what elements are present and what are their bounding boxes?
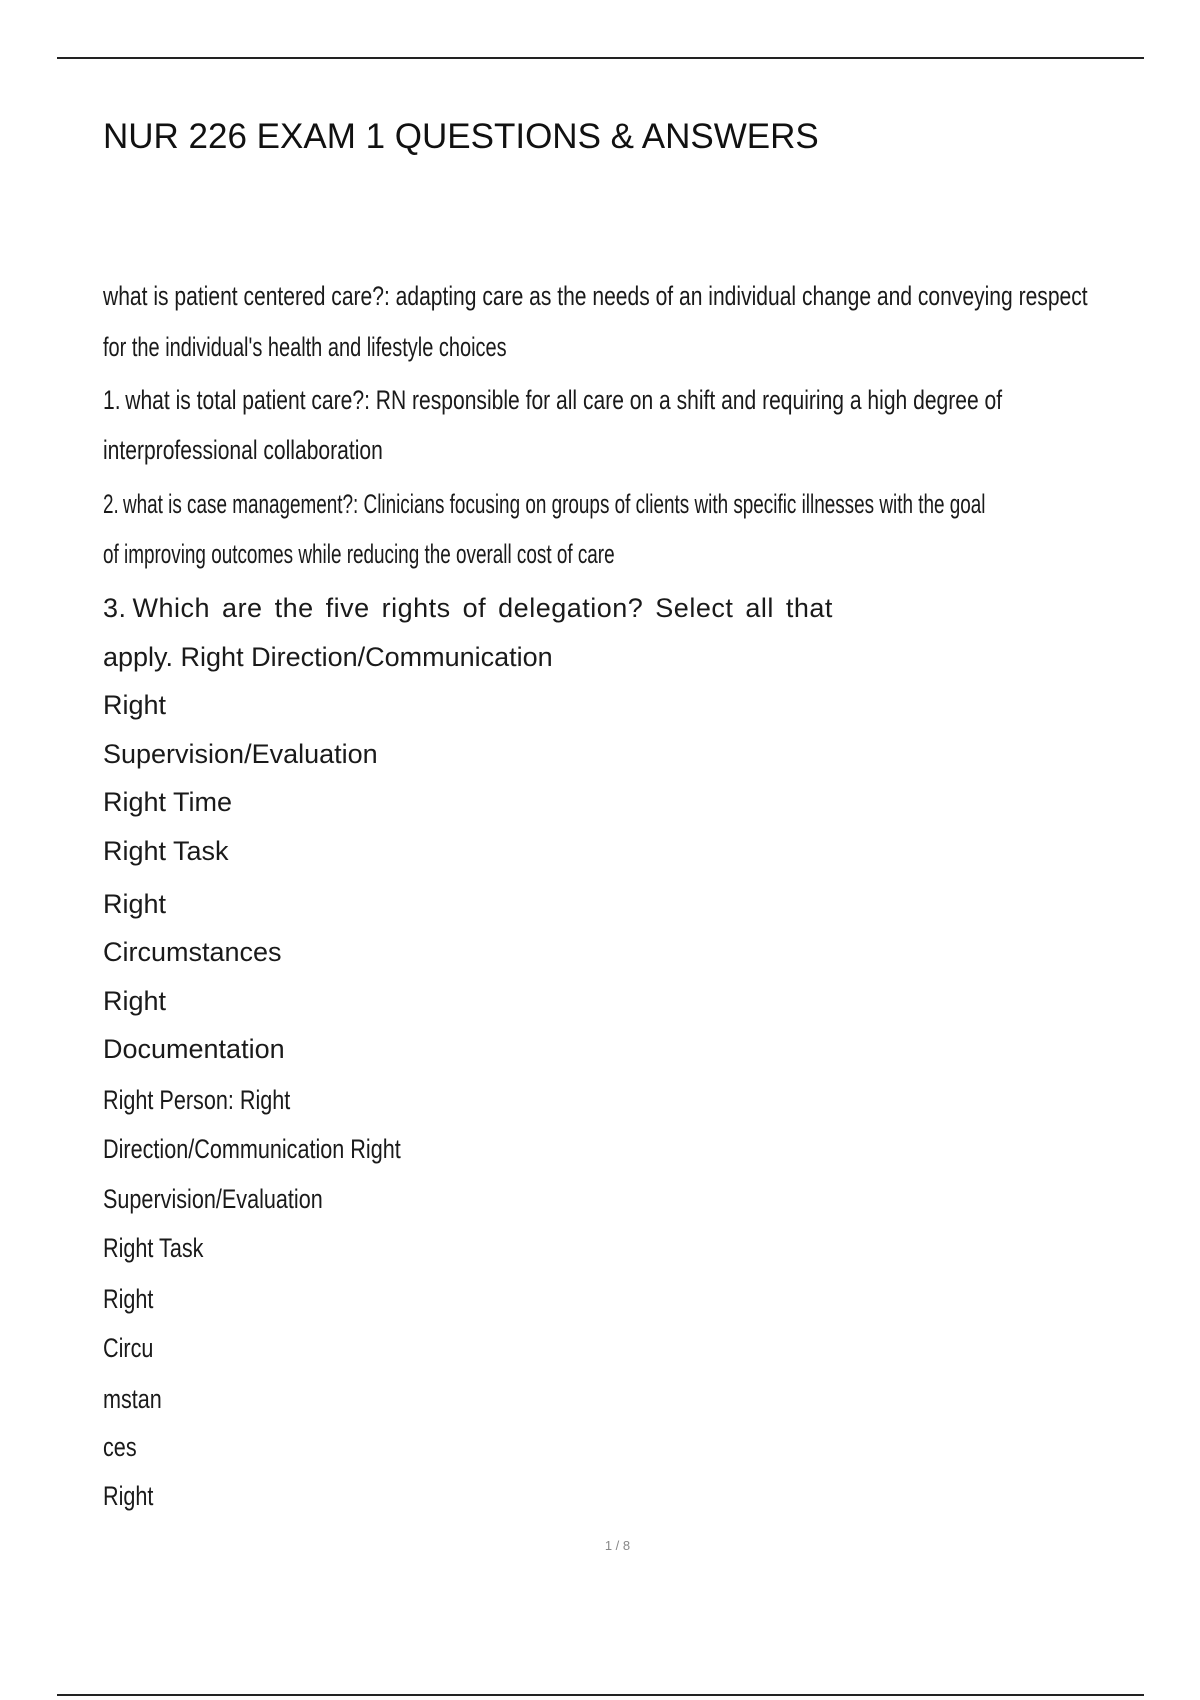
- answer-line: Right Person: Right: [103, 1085, 291, 1115]
- answer-line: Right: [103, 1481, 154, 1511]
- option-line: Right: [103, 889, 167, 919]
- page-indicator: 1 / 8: [604, 1538, 631, 1553]
- question-1-number: 1.: [103, 385, 121, 415]
- question-2-text: what is case management?: Clinicians focusing on groups of clients with specific illnesses with the goal: [122, 489, 986, 519]
- answer-line: Right: [103, 1284, 154, 1314]
- answer-line: Circu: [103, 1333, 154, 1363]
- option-line: Right: [103, 690, 167, 720]
- option-line: Supervision/Evaluation: [103, 739, 378, 769]
- option-line: Right Time: [103, 787, 233, 817]
- question-1-line-2: interprofessional collaboration: [103, 435, 383, 465]
- answer-line: ces: [103, 1432, 137, 1462]
- question-3-line-1: [103, 593, 833, 624]
- qa-intro-line-1: what is patient centered care?: adapting care as the needs of an individual change and conveying respect: [103, 281, 1088, 311]
- document-title: NUR 226 EXAM 1 QUESTIONS & ANSWERS: [103, 117, 819, 156]
- question-1-text: what is total patient care?: RN responsible for all care on a shift and requiring a high degree of: [125, 385, 1003, 415]
- option-line: Right: [103, 986, 167, 1016]
- question-2-line-1: [103, 489, 985, 520]
- answer-line: Direction/Communication Right: [103, 1134, 401, 1164]
- question-1-line-1: [103, 385, 1002, 416]
- answer-line: Right Task: [103, 1233, 204, 1263]
- option-line: Circumstances: [103, 937, 282, 967]
- question-3-line-2: apply. Right Direction/Communication: [103, 642, 553, 672]
- question-2-line-2: of improving outcomes while reducing the overall cost of care: [103, 539, 615, 569]
- question-2-number: 2.: [103, 489, 119, 519]
- answer-line: mstan: [103, 1384, 162, 1414]
- question-3-number: 3.: [103, 593, 127, 623]
- bottom-rule: [57, 1694, 1144, 1696]
- qa-intro-line-2: for the individual's health and lifestyle choices: [103, 332, 507, 362]
- option-line: Right Task: [103, 836, 229, 866]
- question-3-text: Which are the five rights of delegation? Select all that: [132, 593, 833, 623]
- answer-line: Supervision/Evaluation: [103, 1184, 323, 1214]
- top-rule: [57, 57, 1144, 59]
- option-line: Documentation: [103, 1034, 285, 1064]
